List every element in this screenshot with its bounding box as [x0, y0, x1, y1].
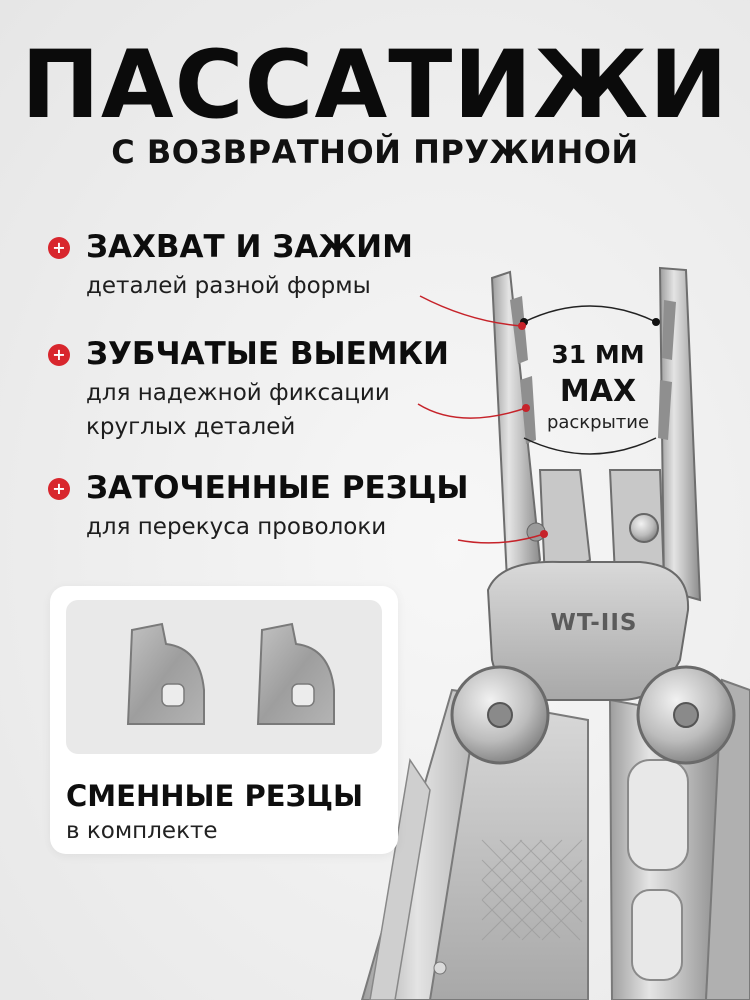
feature-title: ЗАТОЧЕННЫЕ РЕЗЦЫ [86, 470, 469, 506]
page-subtitle: С ВОЗВРАТНОЙ ПРУЖИНОЙ [111, 133, 639, 171]
card-title: СМЕННЫЕ РЕЗЦЫ [66, 779, 364, 813]
plus-icon: + [48, 478, 70, 500]
feature-title: ЗУБЧАТЫЕ ВЫЕМКИ [86, 336, 449, 372]
cutters-image [66, 600, 382, 754]
product-brand: WT-IIS [550, 610, 638, 636]
plus-icon: + [48, 344, 70, 366]
feature-desc: для перекуса проволоки [86, 514, 387, 540]
opening-label: раскрытие [546, 412, 650, 433]
feature-desc: деталей разной формы [86, 273, 371, 299]
feature-desc: для надежной фиксации [86, 380, 390, 406]
opening-value: 31 ММ [551, 340, 645, 369]
feature-title: ЗАХВАТ И ЗАЖИМ [86, 229, 413, 265]
plus-icon: + [48, 237, 70, 259]
cutter-blades-icon [66, 600, 382, 754]
feature-desc: круглых деталей [86, 414, 296, 440]
page-title: ПАССАТИЖИ [21, 31, 729, 140]
opening-spec [528, 338, 668, 434]
card-subtitle: в комплекте [66, 818, 218, 844]
opening-max: MAX [559, 374, 637, 409]
replacement-cutters-card [50, 586, 398, 854]
